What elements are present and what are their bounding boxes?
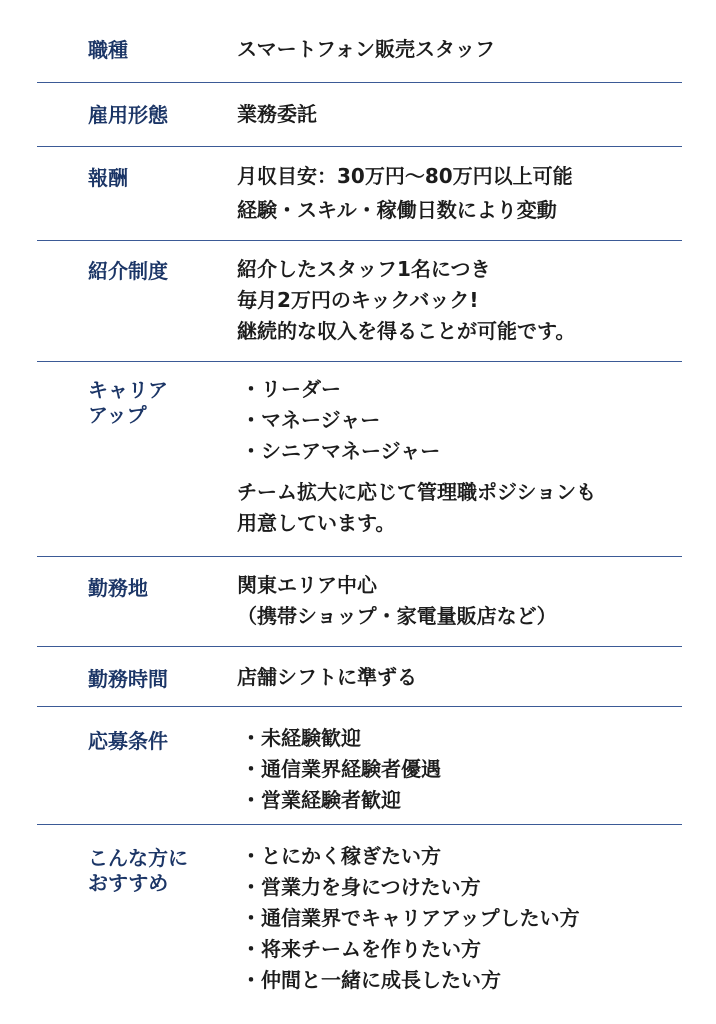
value-work-location (237, 570, 697, 632)
value-line: （携帯ショップ・家電量販店など） (237, 604, 557, 628)
row-divider (37, 706, 682, 707)
list-item: ・ 通信業界でキャリアアップしたい方 (237, 903, 697, 934)
list-item: ・ 仲間と一緒に成長したい方 (237, 965, 697, 996)
value-line: 月収目安：30万円〜80万円以上可能 (237, 164, 573, 188)
row-divider (37, 824, 682, 825)
list-item: ・ シニアマネージャー (237, 436, 697, 467)
label-employment-type: 雇用形態 (88, 103, 168, 127)
label-job-type: 職種 (88, 38, 128, 62)
value-line: 経験・スキル・稼働日数により変動 (237, 198, 557, 222)
list-item: ・ 将来チームを作りたい方 (237, 934, 697, 965)
list-item: ・ 営業力を身につけたい方 (237, 872, 697, 903)
label-work-hours: 勤務時間 (88, 667, 168, 691)
label-compensation: 報酬 (88, 166, 128, 190)
value-line: 用意しています。 (237, 511, 396, 535)
label-work-location: 勤務地 (88, 576, 148, 600)
value-line: 業務委託 (237, 102, 317, 126)
value-line: 毎月2万円のキックバック! (237, 288, 479, 312)
value-employment-type (237, 99, 697, 130)
value-requirements (237, 723, 697, 816)
row-divider (37, 146, 682, 147)
list-item: ・ リーダー (237, 374, 697, 405)
value-line: スマートフォン販売スタッフ (237, 37, 495, 61)
label-career-up: キャリア アップ (88, 378, 168, 427)
list-item: ・ 営業経験者歓迎 (237, 785, 697, 816)
value-line: 紹介したスタッフ1名につき (237, 257, 491, 281)
value-referral (237, 254, 697, 347)
value-career-up (237, 374, 697, 539)
label-referral: 紹介制度 (88, 259, 168, 283)
row-divider (37, 82, 682, 83)
label-requirements: 応募条件 (88, 729, 168, 753)
list-item: ・ とにかく稼ぎたい方 (237, 841, 697, 872)
value-recommended-for (237, 841, 697, 996)
label-recommended-for: こんな方に おすすめ (88, 846, 188, 895)
value-work-hours (237, 662, 697, 693)
value-line: 店舗シフトに準ずる (237, 665, 417, 689)
list-item: ・ 未経験歓迎 (237, 723, 697, 754)
value-line: 関東エリア中心 (237, 573, 377, 597)
list-item: ・ 通信業界経験者優遇 (237, 754, 697, 785)
list-item: ・ マネージャー (237, 405, 697, 436)
value-job-type (237, 34, 697, 65)
row-divider (37, 240, 682, 241)
value-line: 継続的な収入を得ることが可能です。 (237, 319, 576, 343)
row-divider (37, 556, 682, 557)
row-divider (37, 361, 682, 362)
value-line: チーム拡大に応じて管理職ポジションも (237, 480, 597, 504)
value-compensation (237, 161, 697, 226)
row-divider (37, 646, 682, 647)
